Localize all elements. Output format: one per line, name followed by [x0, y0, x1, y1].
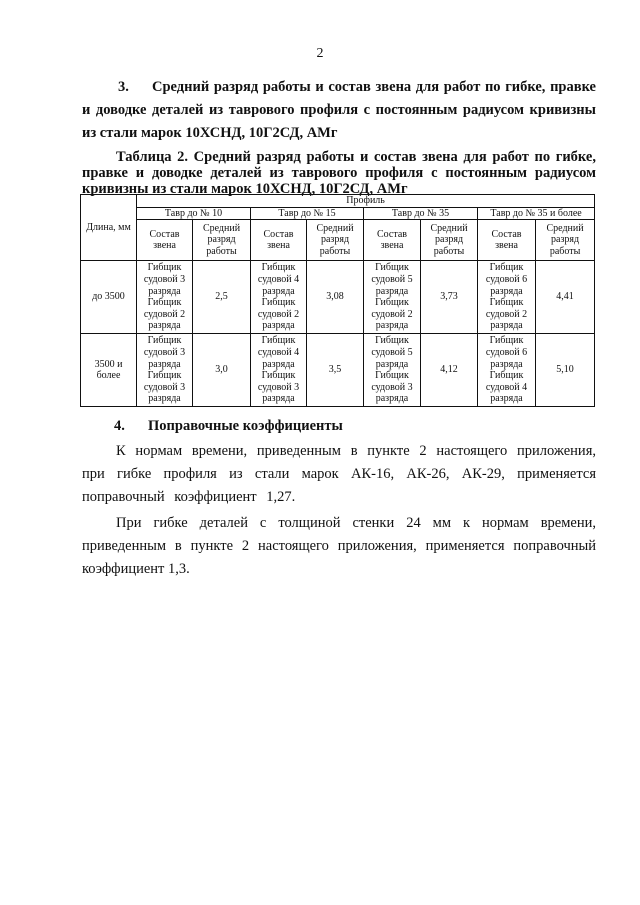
tavr-header: Тавр до № 35 — [364, 207, 478, 220]
section-4-number: 4. — [114, 418, 125, 434]
grade-cell: 3,73 — [421, 261, 478, 334]
tavr-header: Тавр до № 15 — [251, 207, 364, 220]
grade-cell: 5,10 — [536, 334, 595, 407]
grade-cell: 2,5 — [193, 261, 251, 334]
section-3-heading — [82, 76, 596, 145]
crew-subheader: Состав звена — [137, 220, 193, 261]
grade-cell: 3,5 — [307, 334, 364, 407]
grade-subheader: Средний разряд работы — [421, 220, 478, 261]
table-row — [81, 261, 595, 334]
grade-subheader: Средний разряд работы — [536, 220, 595, 261]
length-header: Длина, мм — [81, 195, 137, 261]
grade-subheader: Средний разряд работы — [193, 220, 251, 261]
paragraph-correction-1: К нормам времени, приведенным в пункте 2 настоящего приложения, при гибке профиля из стали марок АК-16, АК-26, АК-29, применяется поправочный коэффициент 1,27. — [82, 443, 596, 505]
grade-subheader: Средний разряд работы — [307, 220, 364, 261]
section-3-number: 3. — [118, 79, 129, 95]
length-cell: до 3500 — [81, 261, 137, 334]
tavr-header: Тавр до № 10 — [137, 207, 251, 220]
section-3-title: Средний разряд работы и состав звена для работ по гибке, правке и доводке деталей из таврового профиля с постоянным радиусом кривизны из стали марок 10ХСНД, 10Г2СД, АМг — [82, 79, 596, 141]
crew-cell: Гибщик судовой 6 разряда Гибщик судовой 4 разряда — [478, 334, 536, 407]
crew-cell: Гибщик судовой 5 разряда Гибщик судовой 3 разряда — [364, 334, 421, 407]
table-row — [81, 334, 595, 407]
table-caption: Таблица 2. Средний разряд работы и состав звена для работ по гибке, правке и доводке деталей из таврового профиля с постоянным радиусом кривизны из стали марок 10ХСНД, 10Г2СД, АМг — [82, 149, 596, 197]
grade-cell: 3,0 — [193, 334, 251, 407]
crew-subheader: Состав звена — [364, 220, 421, 261]
page-number: 2 — [316, 46, 324, 61]
crew-cell: Гибщик судовой 4 разряда Гибщик судовой 2 разряда — [251, 261, 307, 334]
crew-subheader: Состав звена — [478, 220, 536, 261]
profile-header: Профиль — [137, 195, 595, 208]
crew-cell: Гибщик судовой 4 разряда Гибщик судовой 3 разряда — [251, 334, 307, 407]
grade-cell: 4,12 — [421, 334, 478, 407]
crew-cell: Гибщик судовой 5 разряда Гибщик судовой 2 разряда — [364, 261, 421, 334]
crew-grade-table — [80, 194, 595, 407]
section-4-title: Поправочные коэффициенты — [148, 418, 343, 434]
crew-cell: Гибщик судовой 3 разряда Гибщик судовой 2 разряда — [137, 261, 193, 334]
tavr-header: Тавр до № 35 и более — [478, 207, 595, 220]
crew-cell: Гибщик судовой 6 разряда Гибщик судовой 2 разряда — [478, 261, 536, 334]
crew-cell: Гибщик судовой 3 разряда Гибщик судовой 3 разряда — [137, 334, 193, 407]
length-cell: 3500 и более — [81, 334, 137, 407]
grade-cell: 4,41 — [536, 261, 595, 334]
crew-subheader: Состав звена — [251, 220, 307, 261]
grade-cell: 3,08 — [307, 261, 364, 334]
paragraph-correction-2: При гибке деталей с толщиной стенки 24 мм к нормам времени, приведенным в пункте 2 настоящего приложения, применяется поправочный коэффициент 1,3. — [82, 515, 596, 577]
section-4-heading — [114, 418, 343, 435]
